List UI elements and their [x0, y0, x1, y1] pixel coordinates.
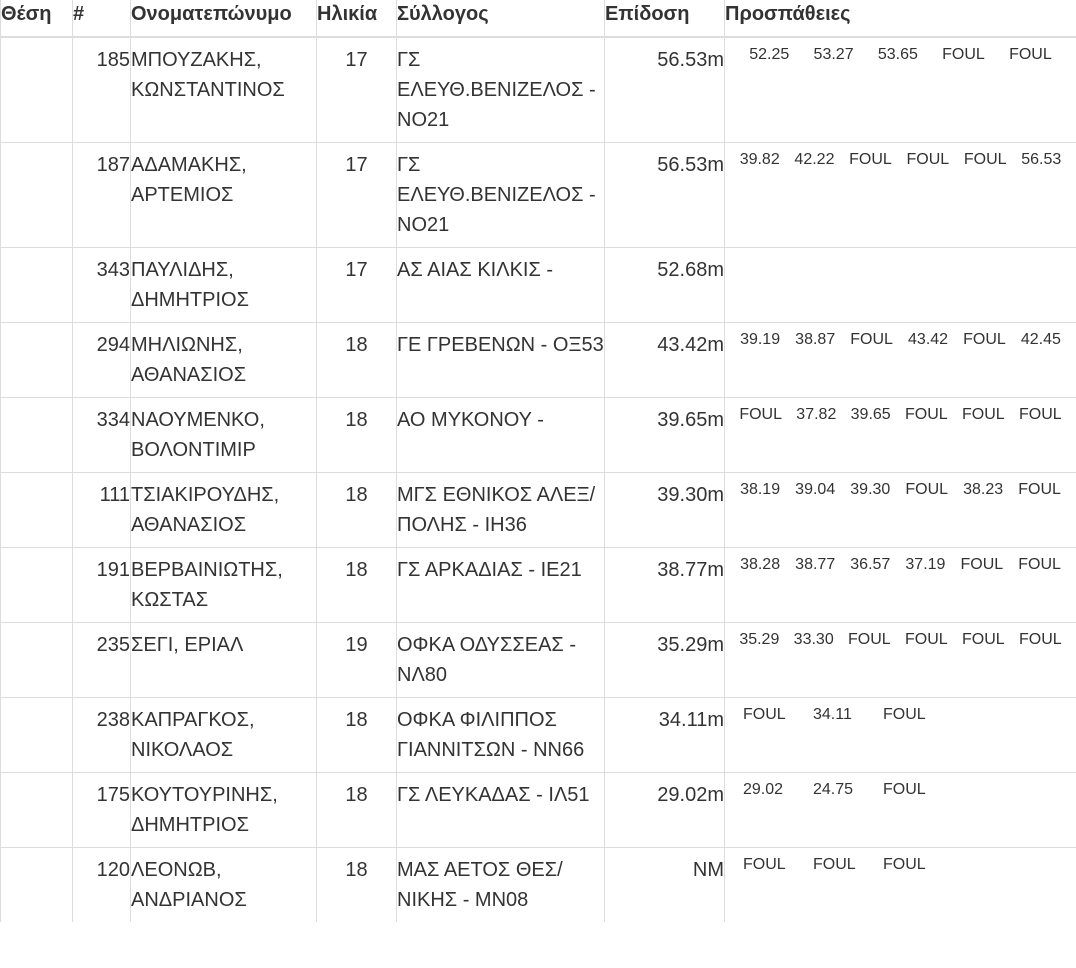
attempt-value: FOUL: [1018, 556, 1061, 573]
cell-position: [1, 323, 73, 398]
attempt-value: FOUL: [906, 151, 950, 168]
cell-position: [1, 773, 73, 848]
cell-athlete-name: ΚΑΠΡΑΓΚΟΣ, ΝΙΚΟΛΑΟΣ: [131, 698, 317, 773]
cell-performance: 39.65m: [605, 398, 725, 473]
attempt-value: 43.42: [908, 331, 949, 348]
attempt-value: FOUL: [1009, 46, 1052, 63]
cell-athlete-name: ΝΑΟΥΜΕΝΚΟ, ΒΟΛΟΝΤΙΜΙΡ: [131, 398, 317, 473]
cell-age: 18: [317, 848, 397, 923]
attempt-value: FOUL: [963, 151, 1007, 168]
cell-athlete-name: ΛΕΟΝΩΒ, ΑΝΔΡΙΑΝΟΣ: [131, 848, 317, 923]
cell-club: ΓΣ ΛΕΥΚΑΔΑΣ - ΙΛ51: [397, 773, 605, 848]
attempt-value: 38.77: [795, 556, 836, 573]
table-row: [1, 323, 1076, 398]
attempt-value: FOUL: [850, 331, 893, 348]
cell-performance: 38.77m: [605, 548, 725, 623]
cell-number: 343: [73, 248, 131, 323]
cell-performance: NM: [605, 848, 725, 923]
cell-club: ΜΓΣ ΕΘΝΙΚΟΣ ΑΛΕΞ/ΠΟΛΗΣ - ΙΗ36: [397, 473, 605, 548]
attempt-value: 39.65: [850, 406, 891, 423]
cell-performance: 56.53m: [605, 143, 725, 248]
attempt-value: 37.82: [796, 406, 837, 423]
cell-number: 334: [73, 398, 131, 473]
cell-club: ΜΑΣ ΑΕΤΟΣ ΘΕΣ/ΝΙΚΗΣ - ΜΝ08: [397, 848, 605, 923]
cell-performance: 56.53m: [605, 37, 725, 143]
attempt-value: 34.11: [813, 706, 852, 723]
attempt-value: FOUL: [942, 46, 985, 63]
cell-number: 238: [73, 698, 131, 773]
cell-club: ΓΣ ΑΡΚΑΔΙΑΣ - ΙΕ21: [397, 548, 605, 623]
cell-club: ΓΣ ΕΛΕΥΘ.ΒΕΝΙΖΕΛΟΣ - ΝΟ21: [397, 143, 605, 248]
table-header: [1, 0, 1076, 37]
cell-attempts: [725, 37, 1076, 143]
cell-age: 18: [317, 698, 397, 773]
attempt-value: 42.22: [794, 151, 835, 168]
attempt-value: 38.28: [740, 556, 781, 573]
table-row: [1, 248, 1076, 323]
cell-number: 187: [73, 143, 131, 248]
cell-performance: 52.68m: [605, 248, 725, 323]
cell-performance: 29.02m: [605, 773, 725, 848]
cell-attempts: [725, 623, 1076, 698]
attempt-value: 39.82: [739, 151, 780, 168]
table-row: [1, 698, 1076, 773]
cell-position: [1, 548, 73, 623]
cell-attempts: [725, 143, 1076, 248]
header-attempts[interactable]: Προσπάθειες: [725, 0, 1076, 37]
cell-athlete-name: ΠΑΥΛΙΔΗΣ, ΔΗΜΗΤΡΙΟΣ: [131, 248, 317, 323]
cell-athlete-name: ΣΕΓΙ, ΕΡΙΑΛ: [131, 623, 317, 698]
cell-position: [1, 248, 73, 323]
cell-attempts: [725, 773, 1076, 848]
attempt-value: 38.19: [740, 481, 781, 498]
cell-athlete-name: ΚΟΥΤΟΥΡΙΝΗΣ, ΔΗΜΗΤΡΙΟΣ: [131, 773, 317, 848]
cell-position: [1, 698, 73, 773]
attempt-value: FOUL: [743, 706, 786, 723]
cell-club: ΑΟ ΜΥΚΟΝΟΥ -: [397, 398, 605, 473]
attempt-value: FOUL: [1018, 631, 1062, 648]
attempt-value: 53.27: [813, 46, 854, 63]
cell-club: ΟΦΚΑ ΦΙΛΙΠΠΟΣ ΓΙΑΝΝΙΤΣΩΝ - ΝΝ66: [397, 698, 605, 773]
cell-number: 235: [73, 623, 131, 698]
attempt-value: FOUL: [905, 631, 948, 648]
attempt-value: FOUL: [962, 631, 1005, 648]
attempt-value: 52.25: [749, 46, 790, 63]
cell-position: [1, 37, 73, 143]
cell-attempts: [725, 548, 1076, 623]
cell-position: [1, 398, 73, 473]
header-club[interactable]: Σύλλογος: [397, 0, 605, 37]
attempt-value: 29.02: [743, 781, 784, 798]
cell-athlete-name: ΒΕΡΒΑΙΝΙΩΤΗΣ, ΚΩΣΤΑΣ: [131, 548, 317, 623]
cell-number: 120: [73, 848, 131, 923]
attempt-value: 33.30: [793, 631, 834, 648]
attempt-value: FOUL: [905, 406, 948, 423]
header-age[interactable]: Ηλικία: [317, 0, 397, 37]
table-row: [1, 548, 1076, 623]
attempt-value: 39.19: [740, 331, 781, 348]
cell-attempts: [725, 398, 1076, 473]
attempt-value: FOUL: [963, 331, 1006, 348]
attempts-list: [725, 150, 1076, 170]
table-row: [1, 37, 1076, 143]
cell-age: 18: [317, 473, 397, 548]
cell-age: 17: [317, 37, 397, 143]
attempt-value: 56.53: [1021, 151, 1062, 168]
cell-age: 18: [317, 398, 397, 473]
cell-position: [1, 623, 73, 698]
cell-athlete-name: ΜΗΛΙΩΝΗΣ, ΑΘΑΝΑΣΙΟΣ: [131, 323, 317, 398]
table-row: [1, 848, 1076, 923]
cell-number: 294: [73, 323, 131, 398]
cell-club: ΓΣ ΕΛΕΥΘ.ΒΕΝΙΖΕΛΟΣ - ΝΟ21: [397, 37, 605, 143]
cell-performance: 35.29m: [605, 623, 725, 698]
attempt-value: FOUL: [739, 406, 782, 423]
cell-age: 18: [317, 323, 397, 398]
attempt-value: FOUL: [1018, 481, 1061, 498]
cell-club: ΟΦΚΑ ΟΔΥΣΣΕΑΣ - ΝΛ80: [397, 623, 605, 698]
cell-age: 17: [317, 248, 397, 323]
table-row: [1, 143, 1076, 248]
attempt-value: 53.65: [877, 46, 918, 63]
attempts-list: [725, 780, 1076, 800]
cell-athlete-name: ΑΔΑΜΑΚΗΣ, ΑΡΤΕΜΙΟΣ: [131, 143, 317, 248]
cell-position: [1, 848, 73, 923]
attempt-value: FOUL: [883, 856, 926, 873]
attempts-list: [725, 705, 1076, 725]
attempts-list: [725, 480, 1076, 500]
cell-age: 17: [317, 143, 397, 248]
attempts-list: [725, 405, 1076, 425]
cell-position: [1, 473, 73, 548]
table-row: [1, 773, 1076, 848]
attempt-value: 38.23: [963, 481, 1004, 498]
attempt-value: 39.04: [795, 481, 836, 498]
table-row: [1, 398, 1076, 473]
cell-club: ΓΕ ΓΡΕΒΕΝΩΝ - ΟΞ53: [397, 323, 605, 398]
attempts-list: [725, 330, 1076, 350]
attempts-list: [725, 555, 1076, 575]
cell-age: 19: [317, 623, 397, 698]
attempt-value: FOUL: [743, 856, 786, 873]
cell-age: 18: [317, 548, 397, 623]
attempt-value: 37.19: [905, 556, 946, 573]
table-body: [1, 37, 1076, 922]
cell-performance: 43.42m: [605, 323, 725, 398]
cell-club: ΑΣ ΑΙΑΣ ΚΙΛΚΙΣ -: [397, 248, 605, 323]
attempt-value: FOUL: [813, 856, 856, 873]
attempt-value: 35.29: [739, 631, 780, 648]
cell-attempts: [725, 473, 1076, 548]
attempt-value: 38.87: [795, 331, 836, 348]
attempt-value: FOUL: [962, 406, 1005, 423]
cell-performance: 39.30m: [605, 473, 725, 548]
header-name[interactable]: Ονοματεπώνυμο: [131, 0, 317, 37]
header-position[interactable]: Θέση: [1, 0, 73, 37]
cell-attempts: [725, 323, 1076, 398]
attempts-list: [725, 630, 1076, 650]
cell-attempts: [725, 848, 1076, 923]
attempts-list: [725, 855, 1076, 875]
attempt-value: FOUL: [905, 481, 949, 498]
attempt-value: FOUL: [960, 556, 1004, 573]
attempt-value: FOUL: [848, 631, 891, 648]
header-number[interactable]: #: [73, 0, 131, 37]
cell-athlete-name: ΤΣΙΑΚΙΡΟΥΔΗΣ, ΑΘΑΝΑΣΙΟΣ: [131, 473, 317, 548]
attempt-value: 36.57: [850, 556, 891, 573]
cell-number: 175: [73, 773, 131, 848]
attempt-value: 24.75: [813, 781, 854, 798]
cell-attempts: [725, 698, 1076, 773]
attempt-value: FOUL: [883, 781, 926, 798]
attempt-value: FOUL: [849, 151, 892, 168]
cell-athlete-name: ΜΠΟΥΖΑΚΗΣ, ΚΩΝΣΤΑΝΤΙΝΟΣ: [131, 37, 317, 143]
header-performance[interactable]: Επίδοση: [605, 0, 725, 37]
table-row: [1, 623, 1076, 698]
attempts-list: [725, 45, 1076, 65]
attempt-value: 42.45: [1020, 331, 1061, 348]
cell-number: 191: [73, 548, 131, 623]
header-row: [1, 0, 1076, 37]
cell-position: [1, 143, 73, 248]
attempt-value: 39.30: [850, 481, 891, 498]
cell-age: 18: [317, 773, 397, 848]
cell-number: 111: [73, 473, 131, 548]
attempt-value: FOUL: [1018, 406, 1062, 423]
cell-attempts: [725, 248, 1076, 323]
attempt-value: FOUL: [883, 706, 926, 723]
cell-number: 185: [73, 37, 131, 143]
cell-performance: 34.11m: [605, 698, 725, 773]
table-row: [1, 473, 1076, 548]
